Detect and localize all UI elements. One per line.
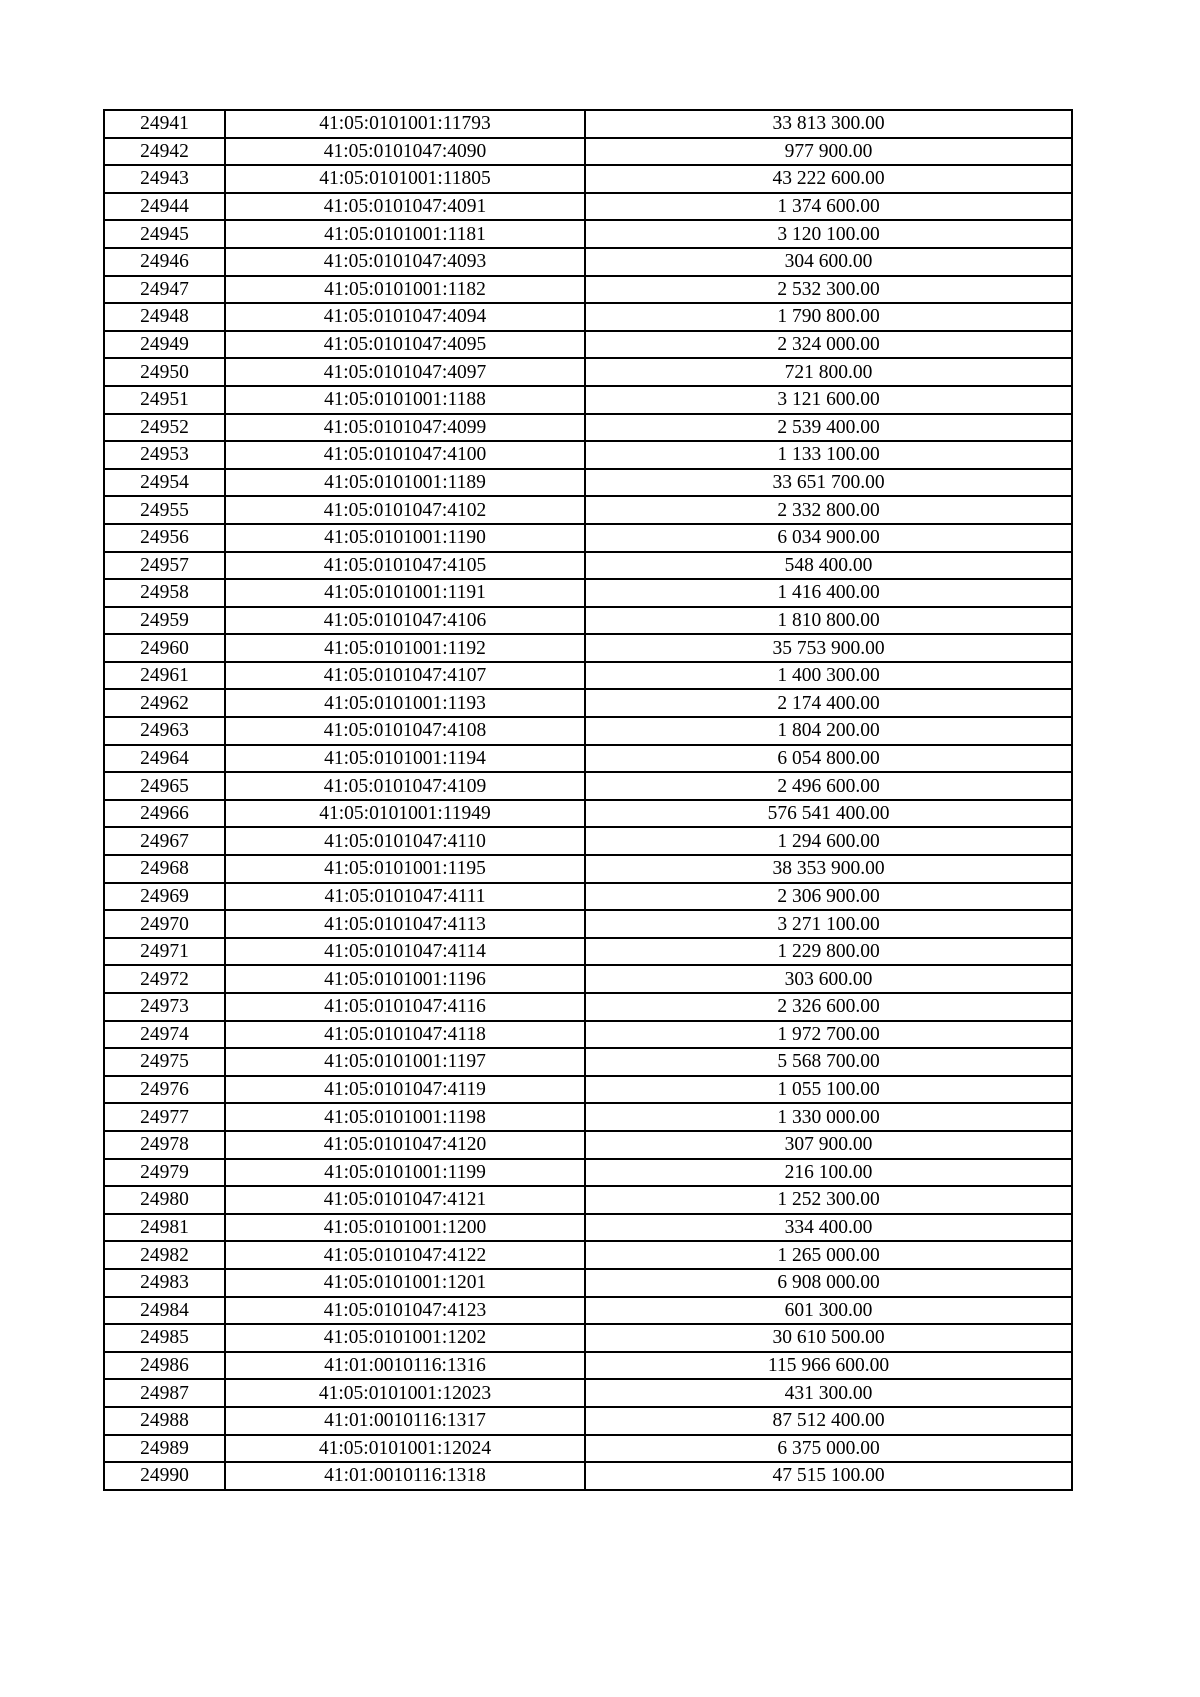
table-row (104, 303, 1072, 331)
row-number-cell: 24990 (104, 1462, 225, 1490)
table-row (104, 1103, 1072, 1131)
cadastral-number-cell: 41:05:0101001:12023 (225, 1379, 585, 1407)
table-row (104, 993, 1072, 1021)
cadastral-value-cell: 33 651 700.00 (585, 469, 1072, 497)
cadastral-number-cell: 41:01:0010116:1318 (225, 1462, 585, 1490)
cadastral-value-cell: 721 800.00 (585, 358, 1072, 386)
table-row (104, 579, 1072, 607)
cadastral-number-cell: 41:05:0101001:1192 (225, 634, 585, 662)
row-number-cell: 24958 (104, 579, 225, 607)
cadastral-value-cell: 87 512 400.00 (585, 1407, 1072, 1435)
table-row (104, 110, 1072, 138)
row-number-cell: 24941 (104, 110, 225, 138)
table-row (104, 220, 1072, 248)
row-number-cell: 24967 (104, 827, 225, 855)
cadastral-value-cell: 1 229 800.00 (585, 938, 1072, 966)
table-row (104, 386, 1072, 414)
cadastral-number-cell: 41:05:0101001:1181 (225, 220, 585, 248)
row-number-cell: 24965 (104, 772, 225, 800)
row-number-cell: 24943 (104, 165, 225, 193)
row-number-cell: 24985 (104, 1324, 225, 1352)
cadastral-value-cell: 33 813 300.00 (585, 110, 1072, 138)
row-number-cell: 24981 (104, 1214, 225, 1242)
cadastral-number-cell: 41:05:0101001:1201 (225, 1269, 585, 1297)
cadastral-number-cell: 41:05:0101001:1200 (225, 1214, 585, 1242)
row-number-cell: 24944 (104, 193, 225, 221)
cadastral-number-cell: 41:05:0101001:12024 (225, 1435, 585, 1463)
row-number-cell: 24951 (104, 386, 225, 414)
cadastral-number-cell: 41:05:0101047:4116 (225, 993, 585, 1021)
cadastral-number-cell: 41:05:0101047:4102 (225, 496, 585, 524)
cadastral-number-cell: 41:01:0010116:1316 (225, 1352, 585, 1380)
cadastral-number-cell: 41:05:0101001:1188 (225, 386, 585, 414)
row-number-cell: 24984 (104, 1297, 225, 1325)
cadastral-value-cell: 35 753 900.00 (585, 634, 1072, 662)
row-number-cell: 24978 (104, 1131, 225, 1159)
cadastral-value-cell: 1 265 000.00 (585, 1241, 1072, 1269)
table-row (104, 1269, 1072, 1297)
table-row (104, 358, 1072, 386)
cadastral-value-cell: 303 600.00 (585, 965, 1072, 993)
cadastral-value-cell: 6 375 000.00 (585, 1435, 1072, 1463)
cadastral-number-cell: 41:05:0101047:4090 (225, 138, 585, 166)
cadastral-value-cell: 1 330 000.00 (585, 1103, 1072, 1131)
table-row (104, 1435, 1072, 1463)
cadastral-value-cell: 38 353 900.00 (585, 855, 1072, 883)
row-number-cell: 24977 (104, 1103, 225, 1131)
table-row (104, 1021, 1072, 1049)
cadastral-value-cell: 2 539 400.00 (585, 414, 1072, 442)
row-number-cell: 24953 (104, 441, 225, 469)
cadastral-value-cell: 1 804 200.00 (585, 717, 1072, 745)
cadastral-number-cell: 41:05:0101001:1191 (225, 579, 585, 607)
table-row (104, 717, 1072, 745)
cadastral-value-table (103, 109, 1073, 1491)
row-number-cell: 24955 (104, 496, 225, 524)
cadastral-value-cell: 1 416 400.00 (585, 579, 1072, 607)
cadastral-value-cell: 2 496 600.00 (585, 772, 1072, 800)
row-number-cell: 24979 (104, 1159, 225, 1187)
row-number-cell: 24971 (104, 938, 225, 966)
cadastral-number-cell: 41:05:0101001:1194 (225, 745, 585, 773)
cadastral-number-cell: 41:05:0101047:4120 (225, 1131, 585, 1159)
row-number-cell: 24962 (104, 689, 225, 717)
row-number-cell: 24954 (104, 469, 225, 497)
row-number-cell: 24963 (104, 717, 225, 745)
row-number-cell: 24983 (104, 1269, 225, 1297)
table-row (104, 1297, 1072, 1325)
cadastral-value-cell: 1 810 800.00 (585, 607, 1072, 635)
row-number-cell: 24972 (104, 965, 225, 993)
table-row (104, 1352, 1072, 1380)
cadastral-number-cell: 41:05:0101001:11805 (225, 165, 585, 193)
row-number-cell: 24968 (104, 855, 225, 883)
cadastral-value-cell: 304 600.00 (585, 248, 1072, 276)
cadastral-number-cell: 41:01:0010116:1317 (225, 1407, 585, 1435)
cadastral-value-cell: 2 326 600.00 (585, 993, 1072, 1021)
row-number-cell: 24989 (104, 1435, 225, 1463)
cadastral-value-cell: 6 034 900.00 (585, 524, 1072, 552)
row-number-cell: 24959 (104, 607, 225, 635)
cadastral-number-cell: 41:05:0101001:11949 (225, 800, 585, 828)
cadastral-value-cell: 2 332 800.00 (585, 496, 1072, 524)
table-row (104, 607, 1072, 635)
cadastral-value-cell: 1 790 800.00 (585, 303, 1072, 331)
cadastral-value-cell: 3 121 600.00 (585, 386, 1072, 414)
cadastral-value-cell: 1 374 600.00 (585, 193, 1072, 221)
table-row (104, 193, 1072, 221)
table-row (104, 855, 1072, 883)
cadastral-number-cell: 41:05:0101001:1199 (225, 1159, 585, 1187)
cadastral-number-cell: 41:05:0101001:1195 (225, 855, 585, 883)
cadastral-value-cell: 47 515 100.00 (585, 1462, 1072, 1490)
cadastral-value-cell: 2 324 000.00 (585, 331, 1072, 359)
cadastral-number-cell: 41:05:0101001:1196 (225, 965, 585, 993)
table-row (104, 1186, 1072, 1214)
cadastral-number-cell: 41:05:0101047:4122 (225, 1241, 585, 1269)
row-number-cell: 24976 (104, 1076, 225, 1104)
cadastral-number-cell: 41:05:0101047:4094 (225, 303, 585, 331)
cadastral-number-cell: 41:05:0101001:1190 (225, 524, 585, 552)
table-row (104, 827, 1072, 855)
cadastral-value-cell: 2 174 400.00 (585, 689, 1072, 717)
cadastral-value-cell: 6 908 000.00 (585, 1269, 1072, 1297)
table-row (104, 524, 1072, 552)
row-number-cell: 24945 (104, 220, 225, 248)
row-number-cell: 24957 (104, 552, 225, 580)
cadastral-value-cell: 6 054 800.00 (585, 745, 1072, 773)
cadastral-value-cell: 548 400.00 (585, 552, 1072, 580)
cadastral-value-cell: 307 900.00 (585, 1131, 1072, 1159)
table-row (104, 938, 1072, 966)
cadastral-number-cell: 41:05:0101001:1193 (225, 689, 585, 717)
table-body (104, 110, 1072, 1490)
table-row (104, 800, 1072, 828)
table-row (104, 1214, 1072, 1242)
row-number-cell: 24946 (104, 248, 225, 276)
cadastral-number-cell: 41:05:0101047:4106 (225, 607, 585, 635)
table-row (104, 1076, 1072, 1104)
cadastral-number-cell: 41:05:0101001:1202 (225, 1324, 585, 1352)
table-row (104, 662, 1072, 690)
table-row (104, 276, 1072, 304)
cadastral-value-cell: 1 400 300.00 (585, 662, 1072, 690)
cadastral-value-cell: 115 966 600.00 (585, 1352, 1072, 1380)
table-row (104, 138, 1072, 166)
cadastral-number-cell: 41:05:0101001:1197 (225, 1048, 585, 1076)
table-row (104, 772, 1072, 800)
table-row (104, 1379, 1072, 1407)
row-number-cell: 24987 (104, 1379, 225, 1407)
cadastral-number-cell: 41:05:0101047:4121 (225, 1186, 585, 1214)
cadastral-number-cell: 41:05:0101047:4119 (225, 1076, 585, 1104)
row-number-cell: 24970 (104, 910, 225, 938)
cadastral-number-cell: 41:05:0101047:4118 (225, 1021, 585, 1049)
table-row (104, 165, 1072, 193)
table-row (104, 1159, 1072, 1187)
cadastral-number-cell: 41:05:0101047:4107 (225, 662, 585, 690)
cadastral-value-cell: 43 222 600.00 (585, 165, 1072, 193)
row-number-cell: 24952 (104, 414, 225, 442)
cadastral-value-cell: 3 120 100.00 (585, 220, 1072, 248)
row-number-cell: 24942 (104, 138, 225, 166)
table-row (104, 910, 1072, 938)
cadastral-number-cell: 41:05:0101047:4110 (225, 827, 585, 855)
table-row (104, 414, 1072, 442)
row-number-cell: 24948 (104, 303, 225, 331)
cadastral-number-cell: 41:05:0101047:4091 (225, 193, 585, 221)
row-number-cell: 24969 (104, 883, 225, 911)
table-row (104, 689, 1072, 717)
cadastral-number-cell: 41:05:0101001:11793 (225, 110, 585, 138)
cadastral-number-cell: 41:05:0101047:4095 (225, 331, 585, 359)
row-number-cell: 24973 (104, 993, 225, 1021)
cadastral-number-cell: 41:05:0101047:4100 (225, 441, 585, 469)
cadastral-value-cell: 334 400.00 (585, 1214, 1072, 1242)
cadastral-value-cell: 5 568 700.00 (585, 1048, 1072, 1076)
row-number-cell: 24950 (104, 358, 225, 386)
table-row (104, 496, 1072, 524)
cadastral-value-cell: 977 900.00 (585, 138, 1072, 166)
cadastral-number-cell: 41:05:0101047:4113 (225, 910, 585, 938)
cadastral-value-cell: 2 306 900.00 (585, 883, 1072, 911)
cadastral-value-cell: 3 271 100.00 (585, 910, 1072, 938)
table-row (104, 1324, 1072, 1352)
row-number-cell: 24982 (104, 1241, 225, 1269)
cadastral-value-cell: 30 610 500.00 (585, 1324, 1072, 1352)
row-number-cell: 24964 (104, 745, 225, 773)
row-number-cell: 24974 (104, 1021, 225, 1049)
row-number-cell: 24988 (104, 1407, 225, 1435)
cadastral-value-cell: 216 100.00 (585, 1159, 1072, 1187)
cadastral-number-cell: 41:05:0101047:4099 (225, 414, 585, 442)
table-row (104, 552, 1072, 580)
cadastral-number-cell: 41:05:0101001:1189 (225, 469, 585, 497)
cadastral-value-cell: 1 972 700.00 (585, 1021, 1072, 1049)
row-number-cell: 24966 (104, 800, 225, 828)
table-row (104, 1462, 1072, 1490)
cadastral-number-cell: 41:05:0101047:4105 (225, 552, 585, 580)
table-row (104, 469, 1072, 497)
cadastral-number-cell: 41:05:0101047:4111 (225, 883, 585, 911)
cadastral-number-cell: 41:05:0101047:4097 (225, 358, 585, 386)
row-number-cell: 24956 (104, 524, 225, 552)
table-row (104, 248, 1072, 276)
table-row (104, 634, 1072, 662)
cadastral-number-cell: 41:05:0101047:4123 (225, 1297, 585, 1325)
cadastral-value-cell: 1 055 100.00 (585, 1076, 1072, 1104)
row-number-cell: 24960 (104, 634, 225, 662)
cadastral-value-cell: 601 300.00 (585, 1297, 1072, 1325)
cadastral-value-cell: 2 532 300.00 (585, 276, 1072, 304)
table-row (104, 1407, 1072, 1435)
cadastral-number-cell: 41:05:0101001:1198 (225, 1103, 585, 1131)
table-row (104, 1241, 1072, 1269)
row-number-cell: 24980 (104, 1186, 225, 1214)
cadastral-value-cell: 1 294 600.00 (585, 827, 1072, 855)
table-row (104, 1048, 1072, 1076)
row-number-cell: 24949 (104, 331, 225, 359)
cadastral-value-cell: 1 133 100.00 (585, 441, 1072, 469)
cadastral-number-cell: 41:05:0101047:4114 (225, 938, 585, 966)
table-row (104, 883, 1072, 911)
cadastral-number-cell: 41:05:0101001:1182 (225, 276, 585, 304)
cadastral-value-cell: 1 252 300.00 (585, 1186, 1072, 1214)
cadastral-value-cell: 576 541 400.00 (585, 800, 1072, 828)
table-row (104, 331, 1072, 359)
table-row (104, 441, 1072, 469)
cadastral-number-cell: 41:05:0101047:4108 (225, 717, 585, 745)
table-row (104, 965, 1072, 993)
row-number-cell: 24961 (104, 662, 225, 690)
row-number-cell: 24975 (104, 1048, 225, 1076)
cadastral-value-cell: 431 300.00 (585, 1379, 1072, 1407)
table-row (104, 745, 1072, 773)
table-row (104, 1131, 1072, 1159)
row-number-cell: 24947 (104, 276, 225, 304)
row-number-cell: 24986 (104, 1352, 225, 1380)
cadastral-number-cell: 41:05:0101047:4109 (225, 772, 585, 800)
cadastral-number-cell: 41:05:0101047:4093 (225, 248, 585, 276)
